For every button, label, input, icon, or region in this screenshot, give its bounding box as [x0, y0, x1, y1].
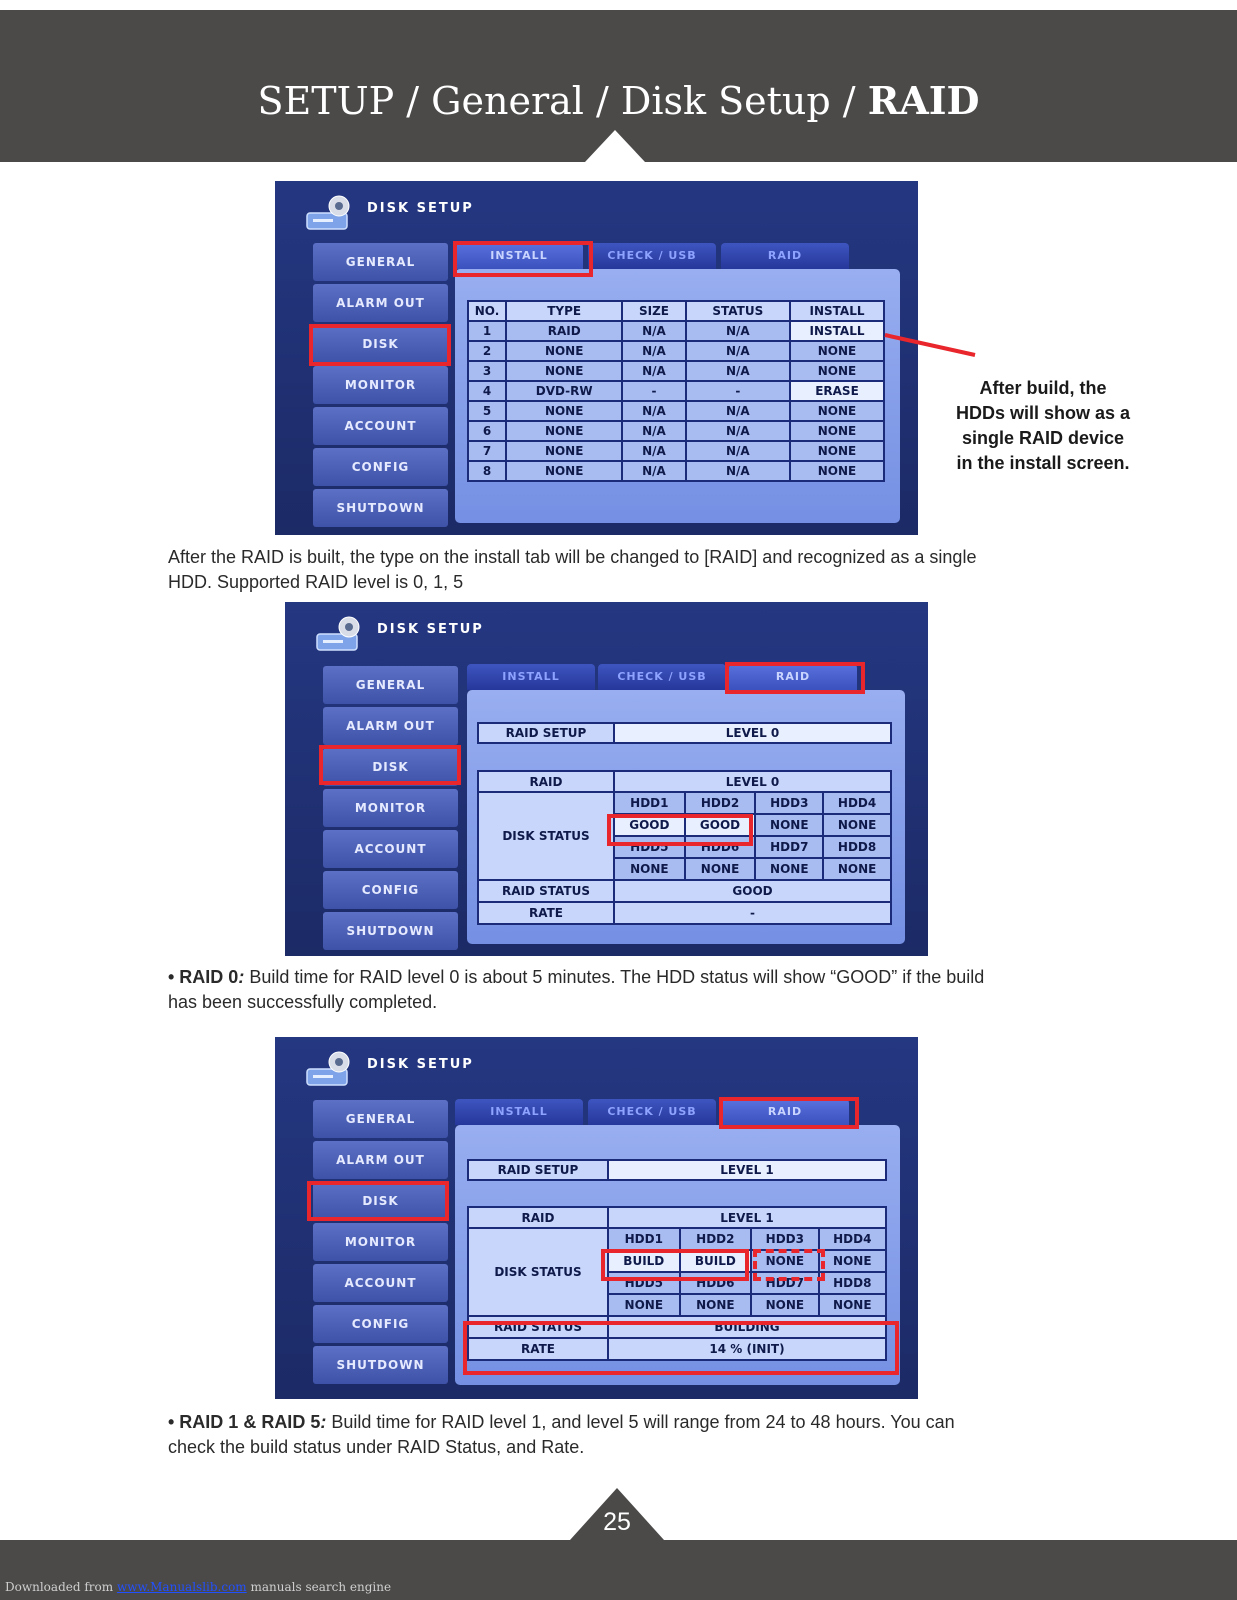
hdd-label: HDD7: [751, 1272, 818, 1294]
table-cell: RAID: [506, 321, 622, 341]
menu-shutdown[interactable]: SHUTDOWN: [313, 1346, 448, 1384]
table-row[interactable]: [468, 341, 884, 361]
hdd-status: NONE: [755, 858, 823, 880]
raid-level-value: LEVEL 0: [614, 771, 891, 792]
rate-label: RATE: [478, 902, 614, 924]
install-callout: [948, 376, 1138, 476]
tab-install[interactable]: INSTALL: [455, 243, 583, 269]
menu-general[interactable]: GENERAL: [313, 243, 448, 281]
table-cell: 5: [468, 401, 506, 421]
disk-setup-icon: [305, 1049, 359, 1089]
hdd-status: NONE: [819, 1294, 886, 1316]
hdd-label: HDD8: [819, 1272, 886, 1294]
table-cell: NONE: [790, 361, 884, 381]
install-table-header: [468, 301, 884, 321]
tab-raid[interactable]: RAID: [721, 1099, 849, 1125]
table-cell: N/A: [686, 401, 790, 421]
menu-account[interactable]: ACCOUNT: [313, 407, 448, 445]
erase-button[interactable]: ERASE: [790, 381, 884, 401]
paragraph-line: has been successfully completed.: [168, 992, 438, 1012]
hdd-label: HDD5: [614, 836, 685, 858]
table-cell: 3: [468, 361, 506, 381]
column-header: NO.: [468, 301, 506, 321]
menu-disk[interactable]: DISK: [323, 748, 458, 786]
hdd-label: HDD2: [680, 1228, 752, 1250]
screenshot-raid-level-0: [285, 602, 928, 956]
table-cell: NONE: [790, 461, 884, 481]
hdd-status: GOOD: [685, 814, 756, 836]
hdd-status: NONE: [823, 814, 891, 836]
hdd-label: HDD7: [755, 836, 823, 858]
raid-setup-row: [477, 722, 892, 744]
tab-install[interactable]: INSTALL: [467, 664, 595, 690]
menu-alarm-out[interactable]: ALARM OUT: [313, 1141, 448, 1179]
highlight-build-status: [601, 1249, 749, 1281]
table-row[interactable]: [468, 401, 884, 421]
paragraph-bold: • RAID 0: [168, 967, 239, 987]
raid-setup-label: RAID SETUP: [468, 1160, 608, 1180]
paragraph-line: [168, 965, 1068, 990]
disk-setup-icon: [315, 614, 369, 654]
table-cell: N/A: [686, 461, 790, 481]
table-row[interactable]: [468, 381, 884, 401]
menu-alarm-out[interactable]: ALARM OUT: [313, 284, 448, 322]
raid-status-label: RAID STATUS: [468, 1316, 608, 1338]
menu-alarm-out[interactable]: ALARM OUT: [323, 707, 458, 745]
table-cell: N/A: [686, 421, 790, 441]
side-menu: [313, 1100, 448, 1387]
table-cell: N/A: [622, 421, 685, 441]
disk-setup-icon: [305, 193, 359, 233]
table-cell: NONE: [506, 421, 622, 441]
paragraph-line: After the RAID is built, the type on the install tab will be changed to [RAID] and recognized as a single: [168, 547, 977, 567]
highlight-none-status: [753, 1249, 825, 1281]
menu-monitor[interactable]: MONITOR: [313, 366, 448, 404]
paragraph-line: HDD. Supported RAID level is 0, 1, 5: [168, 572, 464, 592]
highlight-disk-menu: [309, 324, 451, 366]
callout-line: After build, the: [979, 378, 1107, 398]
raid-status-value: BUILDING: [608, 1316, 886, 1338]
side-menu: [323, 666, 458, 953]
table-cell: -: [622, 381, 685, 401]
hdd-status: NONE: [819, 1250, 886, 1272]
highlight-raid-tab: [725, 662, 865, 694]
tab-raid[interactable]: RAID: [721, 243, 849, 269]
callout-line: single RAID device: [961, 428, 1125, 448]
table-cell: NONE: [506, 441, 622, 461]
menu-config[interactable]: CONFIG: [313, 448, 448, 486]
table-cell: NONE: [790, 421, 884, 441]
side-menu: [313, 243, 448, 530]
hdd-label: HDD3: [751, 1228, 818, 1250]
menu-account[interactable]: ACCOUNT: [313, 1264, 448, 1302]
highlight-disk-menu: [319, 745, 461, 785]
tab-install[interactable]: INSTALL: [455, 1099, 583, 1125]
install-table: [467, 300, 885, 482]
raid-setup-row: [467, 1159, 887, 1181]
raid-setup-select[interactable]: LEVEL 1: [608, 1160, 886, 1180]
table-cell: NONE: [506, 401, 622, 421]
menu-config[interactable]: CONFIG: [323, 871, 458, 909]
hdd-label: HDD5: [608, 1272, 680, 1294]
rate-value: -: [614, 902, 891, 924]
hdd-label: HDD4: [819, 1228, 886, 1250]
table-cell: DVD-RW: [506, 381, 622, 401]
tab-check-usb[interactable]: CHECK / USB: [588, 1099, 716, 1125]
callout-leader: [880, 330, 980, 360]
screenshot-raid-level-1: [275, 1037, 918, 1399]
table-cell: -: [686, 381, 790, 401]
hdd-status: NONE: [751, 1294, 818, 1316]
table-cell: NONE: [790, 341, 884, 361]
rate-label: RATE: [468, 1338, 608, 1360]
hdd-label: HDD1: [608, 1228, 680, 1250]
paragraph-raid-0: [168, 965, 1068, 1015]
header-notch: [585, 130, 645, 162]
hdd-label: HDD2: [685, 792, 756, 814]
table-cell: 2: [468, 341, 506, 361]
page-number: 25: [603, 1508, 631, 1536]
watermark-prefix: Downloaded from: [5, 1580, 117, 1594]
disk-setup-title: DISK SETUP: [367, 1057, 474, 1072]
table-cell: N/A: [622, 401, 685, 421]
table-cell: N/A: [686, 321, 790, 341]
table-row[interactable]: [468, 361, 884, 381]
hdd-label: HDD8: [823, 836, 891, 858]
highlight-good-status: [607, 814, 753, 846]
column-header: STATUS: [686, 301, 790, 321]
table-cell: NONE: [790, 441, 884, 461]
table-cell: NONE: [506, 341, 622, 361]
raid-status-value: GOOD: [614, 880, 891, 902]
paragraph-bold-colon: :: [320, 1412, 327, 1432]
menu-disk[interactable]: DISK: [313, 1182, 448, 1220]
hdd-label: HDD1: [614, 792, 685, 814]
menu-shutdown[interactable]: SHUTDOWN: [313, 489, 448, 527]
hdd-status: NONE: [823, 858, 891, 880]
paragraph-text: Build time for RAID level 1, and level 5 will range from 24 to 48 hours. You can: [326, 1412, 955, 1432]
table-cell: N/A: [622, 361, 685, 381]
table-cell: N/A: [622, 461, 685, 481]
table-cell: NONE: [790, 401, 884, 421]
hdd-label: HDD6: [685, 836, 756, 858]
hdd-label: HDD6: [680, 1272, 752, 1294]
hdd-status: NONE: [608, 1294, 680, 1316]
column-header: TYPE: [506, 301, 622, 321]
hdd-status: NONE: [614, 858, 685, 880]
table-cell: N/A: [686, 361, 790, 381]
menu-monitor[interactable]: MONITOR: [313, 1223, 448, 1261]
table-cell: N/A: [622, 321, 685, 341]
raid-setup-label: RAID SETUP: [478, 723, 614, 743]
hdd-label: HDD4: [823, 792, 891, 814]
page-title-prefix: SETUP / General / Disk Setup /: [257, 79, 868, 123]
watermark-suffix: manuals search engine: [246, 1580, 392, 1594]
menu-general[interactable]: GENERAL: [323, 666, 458, 704]
table-cell: N/A: [622, 441, 685, 461]
tab-check-usb[interactable]: CHECK / USB: [588, 243, 716, 269]
table-cell: 6: [468, 421, 506, 441]
hdd-status: NONE: [680, 1294, 752, 1316]
raid-status-table: [477, 770, 892, 925]
hdd-status: BUILD: [680, 1250, 752, 1272]
paragraph-install: [168, 545, 1068, 595]
table-row[interactable]: [468, 441, 884, 461]
hdd-status: NONE: [751, 1250, 818, 1272]
highlight-status-rate: [463, 1321, 899, 1375]
paragraph-bold: • RAID 1 & RAID 5: [168, 1412, 321, 1432]
column-header: INSTALL: [790, 301, 884, 321]
table-cell: 7: [468, 441, 506, 461]
table-cell: NONE: [506, 461, 622, 481]
menu-account[interactable]: ACCOUNT: [323, 830, 458, 868]
column-header: SIZE: [622, 301, 685, 321]
hdd-status: BUILD: [608, 1250, 680, 1272]
highlight-disk-menu: [307, 1181, 449, 1221]
table-row[interactable]: [468, 321, 884, 341]
page-title-bold: RAID: [867, 78, 980, 123]
menu-disk[interactable]: DISK: [313, 325, 448, 363]
paragraph-line: [168, 1410, 1068, 1435]
table-cell: NONE: [506, 361, 622, 381]
hdd-status: NONE: [685, 858, 756, 880]
disk-status-label: DISK STATUS: [468, 1228, 608, 1316]
table-cell: 8: [468, 461, 506, 481]
hdd-status: GOOD: [614, 814, 685, 836]
raid-status-label: RAID STATUS: [478, 880, 614, 902]
rate-value: 14 % (INIT): [608, 1338, 886, 1360]
screenshot-install: [275, 181, 918, 535]
table-cell: N/A: [686, 441, 790, 461]
highlight-install-tab: [453, 241, 593, 277]
callout-line: in the install screen.: [956, 453, 1130, 473]
paragraph-text: Build time for RAID level 0 is about 5 minutes. The HDD status will show “GOOD” if the build: [244, 967, 985, 987]
menu-config[interactable]: CONFIG: [313, 1305, 448, 1343]
disk-setup-title: DISK SETUP: [377, 622, 484, 637]
download-watermark: [5, 1580, 391, 1594]
table-cell: 4: [468, 381, 506, 401]
hdd-label: HDD3: [755, 792, 823, 814]
tab-raid[interactable]: RAID: [729, 664, 857, 690]
menu-shutdown[interactable]: SHUTDOWN: [323, 912, 458, 950]
disk-status-label: DISK STATUS: [478, 792, 614, 880]
table-row[interactable]: [468, 421, 884, 441]
hdd-status: NONE: [755, 814, 823, 836]
page-title: [0, 78, 1237, 123]
raid-label: RAID: [468, 1207, 608, 1228]
paragraph-line: check the build status under RAID Status, and Rate.: [168, 1437, 585, 1457]
table-row[interactable]: [468, 461, 884, 481]
table-cell: N/A: [622, 341, 685, 361]
tab-check-usb[interactable]: CHECK / USB: [598, 664, 726, 690]
callout-line: HDDs will show as a: [955, 403, 1131, 423]
manualslib-link[interactable]: www.Manualslib.com: [116, 1580, 247, 1594]
table-cell: 1: [468, 321, 506, 341]
disk-setup-title: DISK SETUP: [367, 201, 474, 216]
raid-setup-select[interactable]: LEVEL 0: [614, 723, 891, 743]
raid-level-value: LEVEL 1: [608, 1207, 886, 1228]
raid-label: RAID: [478, 771, 614, 792]
menu-monitor[interactable]: MONITOR: [323, 789, 458, 827]
install-button[interactable]: INSTALL: [790, 321, 884, 341]
paragraph-bold-colon: :: [238, 967, 245, 987]
paragraph-raid-1-5: [168, 1410, 1068, 1460]
table-cell: N/A: [686, 341, 790, 361]
highlight-raid-tab: [719, 1097, 859, 1129]
menu-general[interactable]: GENERAL: [313, 1100, 448, 1138]
